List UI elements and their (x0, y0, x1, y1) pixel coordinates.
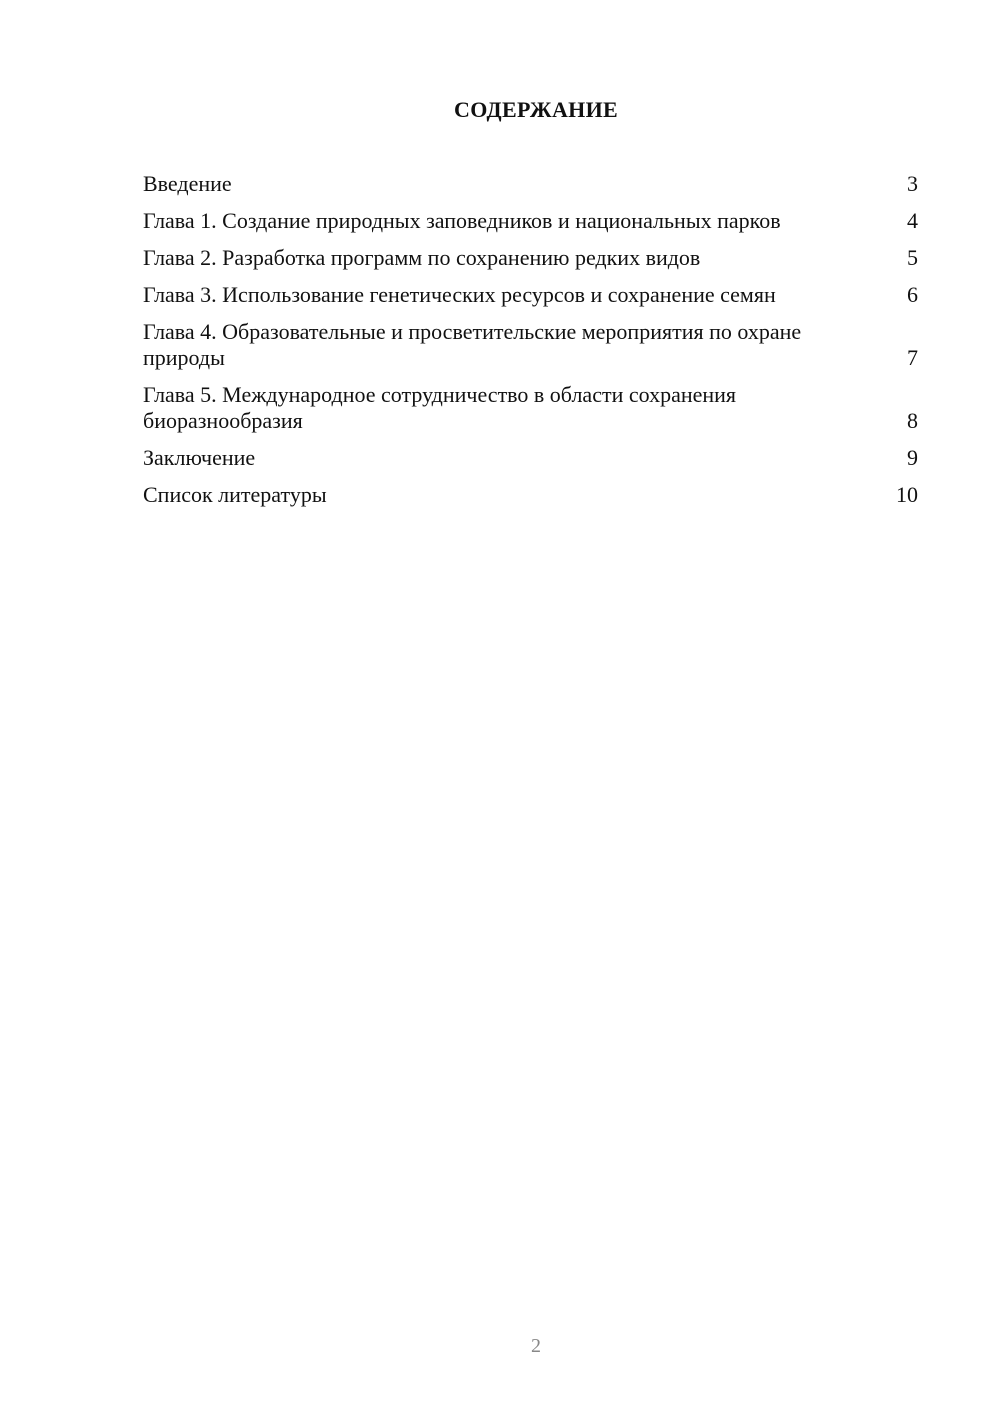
toc-entry-page: 4 (907, 208, 918, 233)
toc-entry-page: 10 (896, 482, 918, 507)
toc-entry-label: Введение (143, 171, 232, 196)
toc-entry-page: 6 (907, 282, 918, 307)
toc-entry-chapter-4 (143, 319, 918, 371)
toc-entry-label: Глава 4. Образовательные и просветительские мероприятия по охране природы (143, 319, 802, 370)
toc-entry-chapter-3 (143, 282, 918, 308)
toc-entry-label: Глава 2. Разработка программ по сохранению редких видов (143, 245, 701, 270)
page-number: 2 (531, 1335, 541, 1357)
toc-entry-conclusion (143, 445, 918, 471)
toc-entry-label: Глава 3. Использование генетических ресурсов и сохранение семян (143, 282, 776, 307)
table-of-contents (143, 171, 918, 519)
toc-entry-page: 8 (907, 408, 918, 433)
toc-entry-page: 7 (907, 345, 918, 370)
toc-entry-page: 3 (907, 171, 918, 196)
toc-entry-label: Заключение (143, 445, 256, 470)
toc-entry-page: 9 (907, 445, 918, 470)
toc-entry-references (143, 482, 918, 508)
toc-entry-introduction (143, 171, 918, 197)
toc-entry-chapter-1 (143, 208, 918, 234)
toc-title: СОДЕРЖАНИЕ (454, 97, 618, 122)
toc-entry-page: 5 (907, 245, 918, 270)
toc-entry-chapter-5 (143, 382, 918, 434)
toc-entry-label: Глава 1. Создание природных заповедников и национальных парков (143, 208, 781, 233)
toc-entry-label: Глава 5. Международное сотрудничество в области сохранения биоразнообразия (143, 382, 737, 433)
toc-entry-chapter-2 (143, 245, 918, 271)
toc-entry-label: Список литературы (143, 482, 327, 507)
